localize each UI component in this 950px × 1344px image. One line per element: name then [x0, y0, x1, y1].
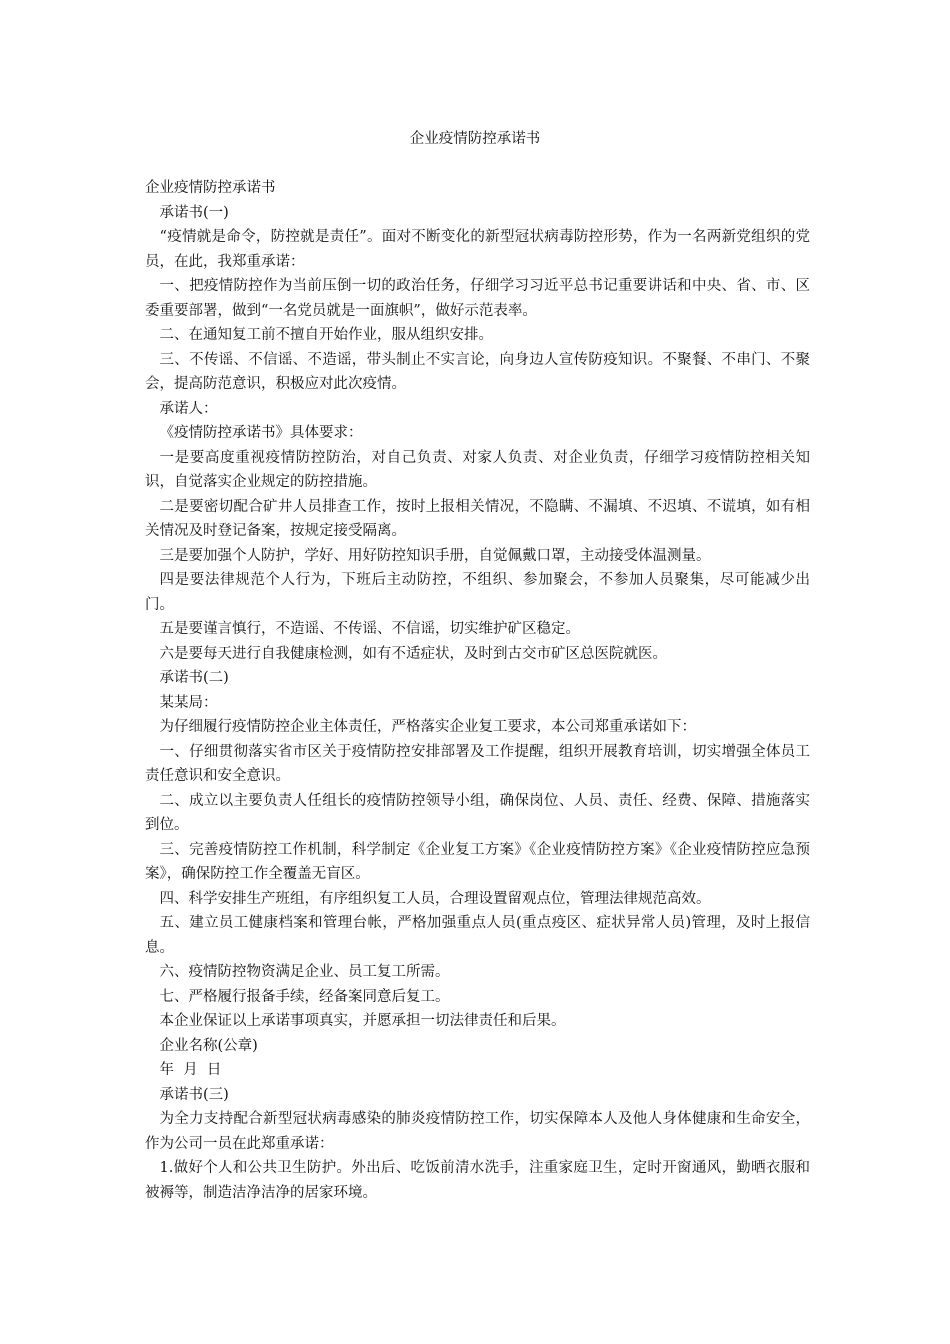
- signature-line: 承诺人：: [159, 400, 218, 417]
- paragraph: 二、成立以主要负责人任组长的疫情防控领导小组，确保岗位、人员、责任、经费、保障、措施落实到位。: [145, 792, 810, 833]
- paragraph: 六是要每天进行自我健康检测，如有不适症状，及时到古交市矿区总医院就医。: [159, 645, 667, 662]
- paragraph: 本企业保证以上承诺事项真实，并愿承担一切法律责任和后果。: [159, 1013, 566, 1029]
- document-heading: 企业疫情防控承诺书: [145, 180, 276, 196]
- paragraph: 七、严格履行报备手续，经备案同意后复工。: [159, 988, 450, 1005]
- paragraph: 二是要密切配合矿井人员排查工作，按时上报相关情况，不隐瞒、不漏填、不迟填、不谎填，如有相关情况及时登记备案，按规定接受隔离。: [145, 498, 810, 539]
- company-seal-line: 企业名称(公章): [159, 1037, 258, 1054]
- paragraph: “疫情就是命令，防控就是责任”。面对不断变化的新型冠状病毒防控形势，作为一名两新党组织的党员，在此，我郑重承诺：: [145, 229, 810, 270]
- paragraph: 三、不传谣、不信谣、不造谣，带头制止不实言论，向身边人宣传防疫知识。不聚餐、不串门、不聚会，提高防范意识，积极应对此次疫情。: [145, 351, 810, 392]
- addressee: 某某局：: [159, 694, 218, 711]
- paragraph: 《疫情防控承诺书》具体要求：: [159, 425, 363, 441]
- paragraph: 二、在通知复工前不擅自开始作业，服从组织安排。: [159, 327, 493, 343]
- paragraph: 一、仔细贯彻落实省市区关于疫情防控安排部署及工作提醒，组织开展教育培训，切实增强全体员工责任意识和安全意识。: [145, 743, 810, 784]
- paragraph: 四是要法律规范个人行为，下班后主动防控，不组织、参加聚会，不参加人员聚集，尽可能减少出门。: [145, 572, 810, 613]
- section-heading-3: 承诺书(三): [159, 1086, 229, 1103]
- paragraph: 四、科学安排生产班组，有序组织复工人员，合理设置留观点位，管理法律规范高效。: [159, 890, 711, 907]
- paragraph: 三、完善疫情防控工作机制，科学制定《企业复工方案》《企业疫情防控方案》《企业疫情防控应急预案》，确保防控工作全覆盖无盲区。: [145, 841, 810, 882]
- paragraph: 为仔细履行疫情防控企业主体责任，严格落实企业复工要求，本公司郑重承诺如下：: [159, 719, 696, 735]
- page-title: 企业疫情防控承诺书: [409, 131, 541, 147]
- section-heading-1: 承诺书(一): [159, 204, 229, 221]
- paragraph: 一是要高度重视疫情防控防治，对自己负责、对家人负责、对企业负责，仔细学习疫情防控相关知识，自觉落实企业规定的防控措施。: [145, 449, 810, 490]
- paragraph: 一、把疫情防控作为当前压倒一切的政治任务，仔细学习习近平总书记重要讲话和中央、省、市、区委重要部署，做到“一名党员就是一面旗帜”，做好示范表率。: [145, 278, 810, 319]
- date-line: 年 月 日: [159, 1062, 222, 1078]
- section-heading-2: 承诺书(二): [159, 670, 229, 686]
- paragraph: 六、疫情防控物资满足企业、员工复工所需。: [159, 964, 450, 980]
- paragraph: 为全力支持配合新型冠状病毒感染的肺炎疫情防控工作，切实保障本人及他人身体健康和生命安全，作为公司一员在此郑重承诺：: [145, 1111, 810, 1152]
- paragraph: 五是要谨言慎行，不造谣、不传谣、不信谣，切实维护矿区稳定。: [159, 621, 580, 637]
- paragraph: 五、建立员工健康档案和管理台帐，严格加强重点人员(重点疫区、症状异常人员)管理，及时上报信息。: [145, 915, 810, 956]
- paragraph: 1.做好个人和公共卫生防护。外出后、吃饭前清水洗手，注重家庭卫生，定时开窗通风，勤晒衣服和被褥等，制造洁净洁净的居家环境。: [145, 1160, 810, 1201]
- paragraph: 三是要加强个人防护，学好、用好防控知识手册，自觉佩戴口罩，主动接受体温测量。: [159, 547, 711, 564]
- document-body: [145, 176, 810, 1205]
